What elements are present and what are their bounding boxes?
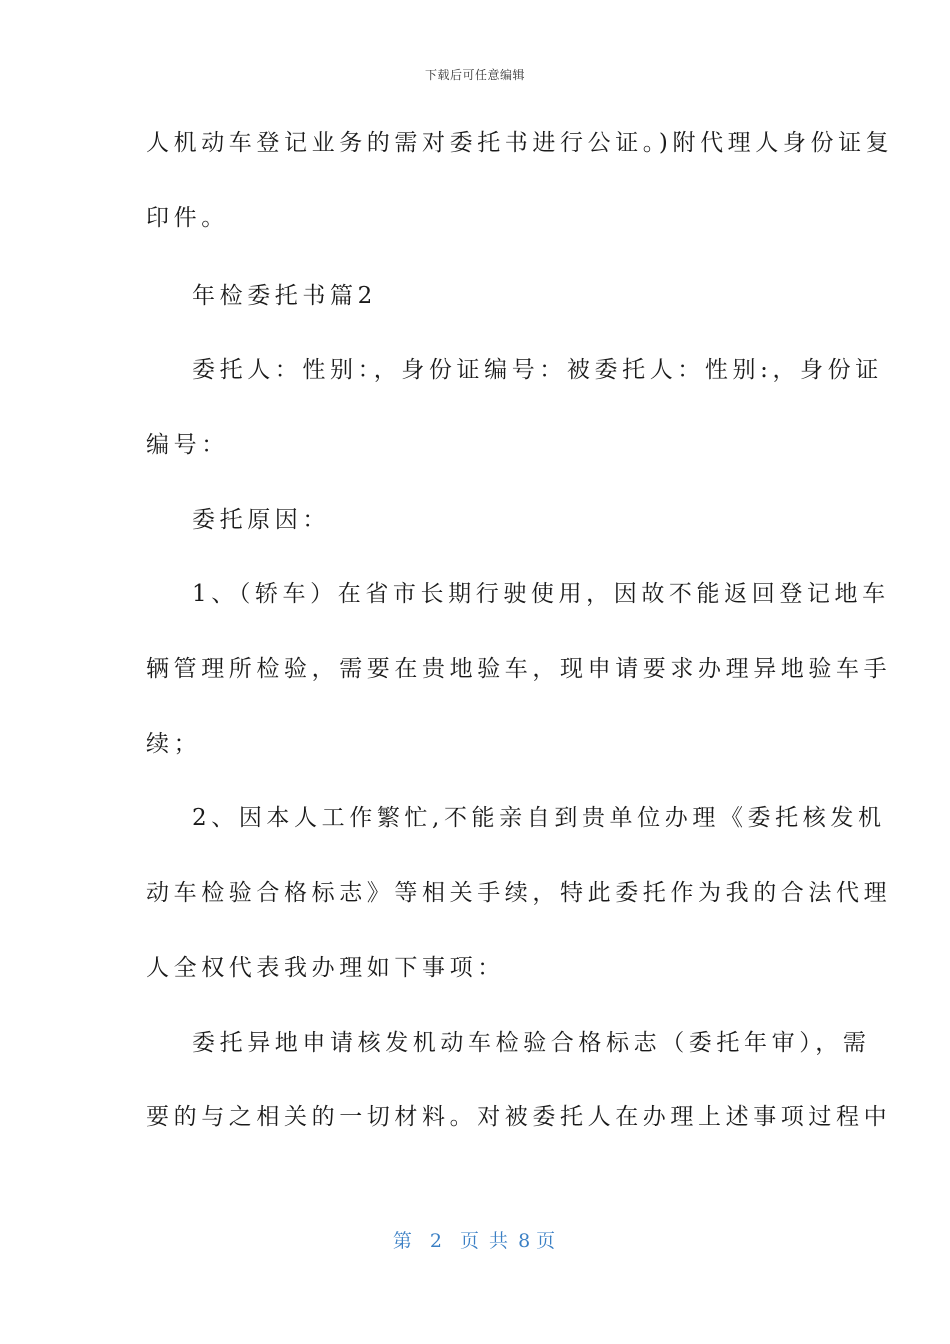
body-line: 编号： — [146, 432, 229, 458]
page-header: 下载后可任意编辑 — [424, 68, 525, 82]
body-line: 要的与之相关的一切材料。对被委托人在办理上述事项过程中 — [146, 1104, 892, 1130]
body-line: 辆管理所检验，需要在贵地验车，现申请要求办理异地验车手 — [146, 656, 892, 682]
footer-page-number: 2 — [429, 1230, 444, 1252]
footer-total-pages: 8 — [518, 1230, 533, 1252]
body-line: 人全权代表我办理如下事项： — [146, 955, 505, 981]
page-footer — [0, 1226, 950, 1253]
body-line: 续； — [146, 731, 202, 757]
footer-suffix: 页 — [536, 1230, 558, 1252]
section-heading: 年检委托书篇2 — [192, 283, 377, 309]
footer-middle: 页 共 — [460, 1230, 511, 1252]
body-line: 委托人：性别：，身份证编号：被委托人：性别:，身份证 — [192, 357, 883, 383]
body-line: 1、（轿车）在省市长期行驶使用，因故不能返回登记地车 — [192, 581, 890, 607]
body-line: 印件。 — [146, 205, 229, 231]
body-line: 委托异地申请核发机动车检验合格标志（委托年审），需 — [192, 1030, 871, 1056]
body-line: 动车检验合格标志》等相关手续，特此委托作为我的合法代理 — [146, 880, 892, 906]
body-line: 2、因本人工作繁忙,不能亲自到贵单位办理《委托核发机 — [192, 805, 886, 831]
body-line: 人机动车登记业务的需对委托书进行公证。)附代理人身份证复 — [146, 130, 894, 156]
footer-prefix: 第 — [392, 1230, 414, 1252]
body-line: 委托原因： — [192, 507, 330, 533]
